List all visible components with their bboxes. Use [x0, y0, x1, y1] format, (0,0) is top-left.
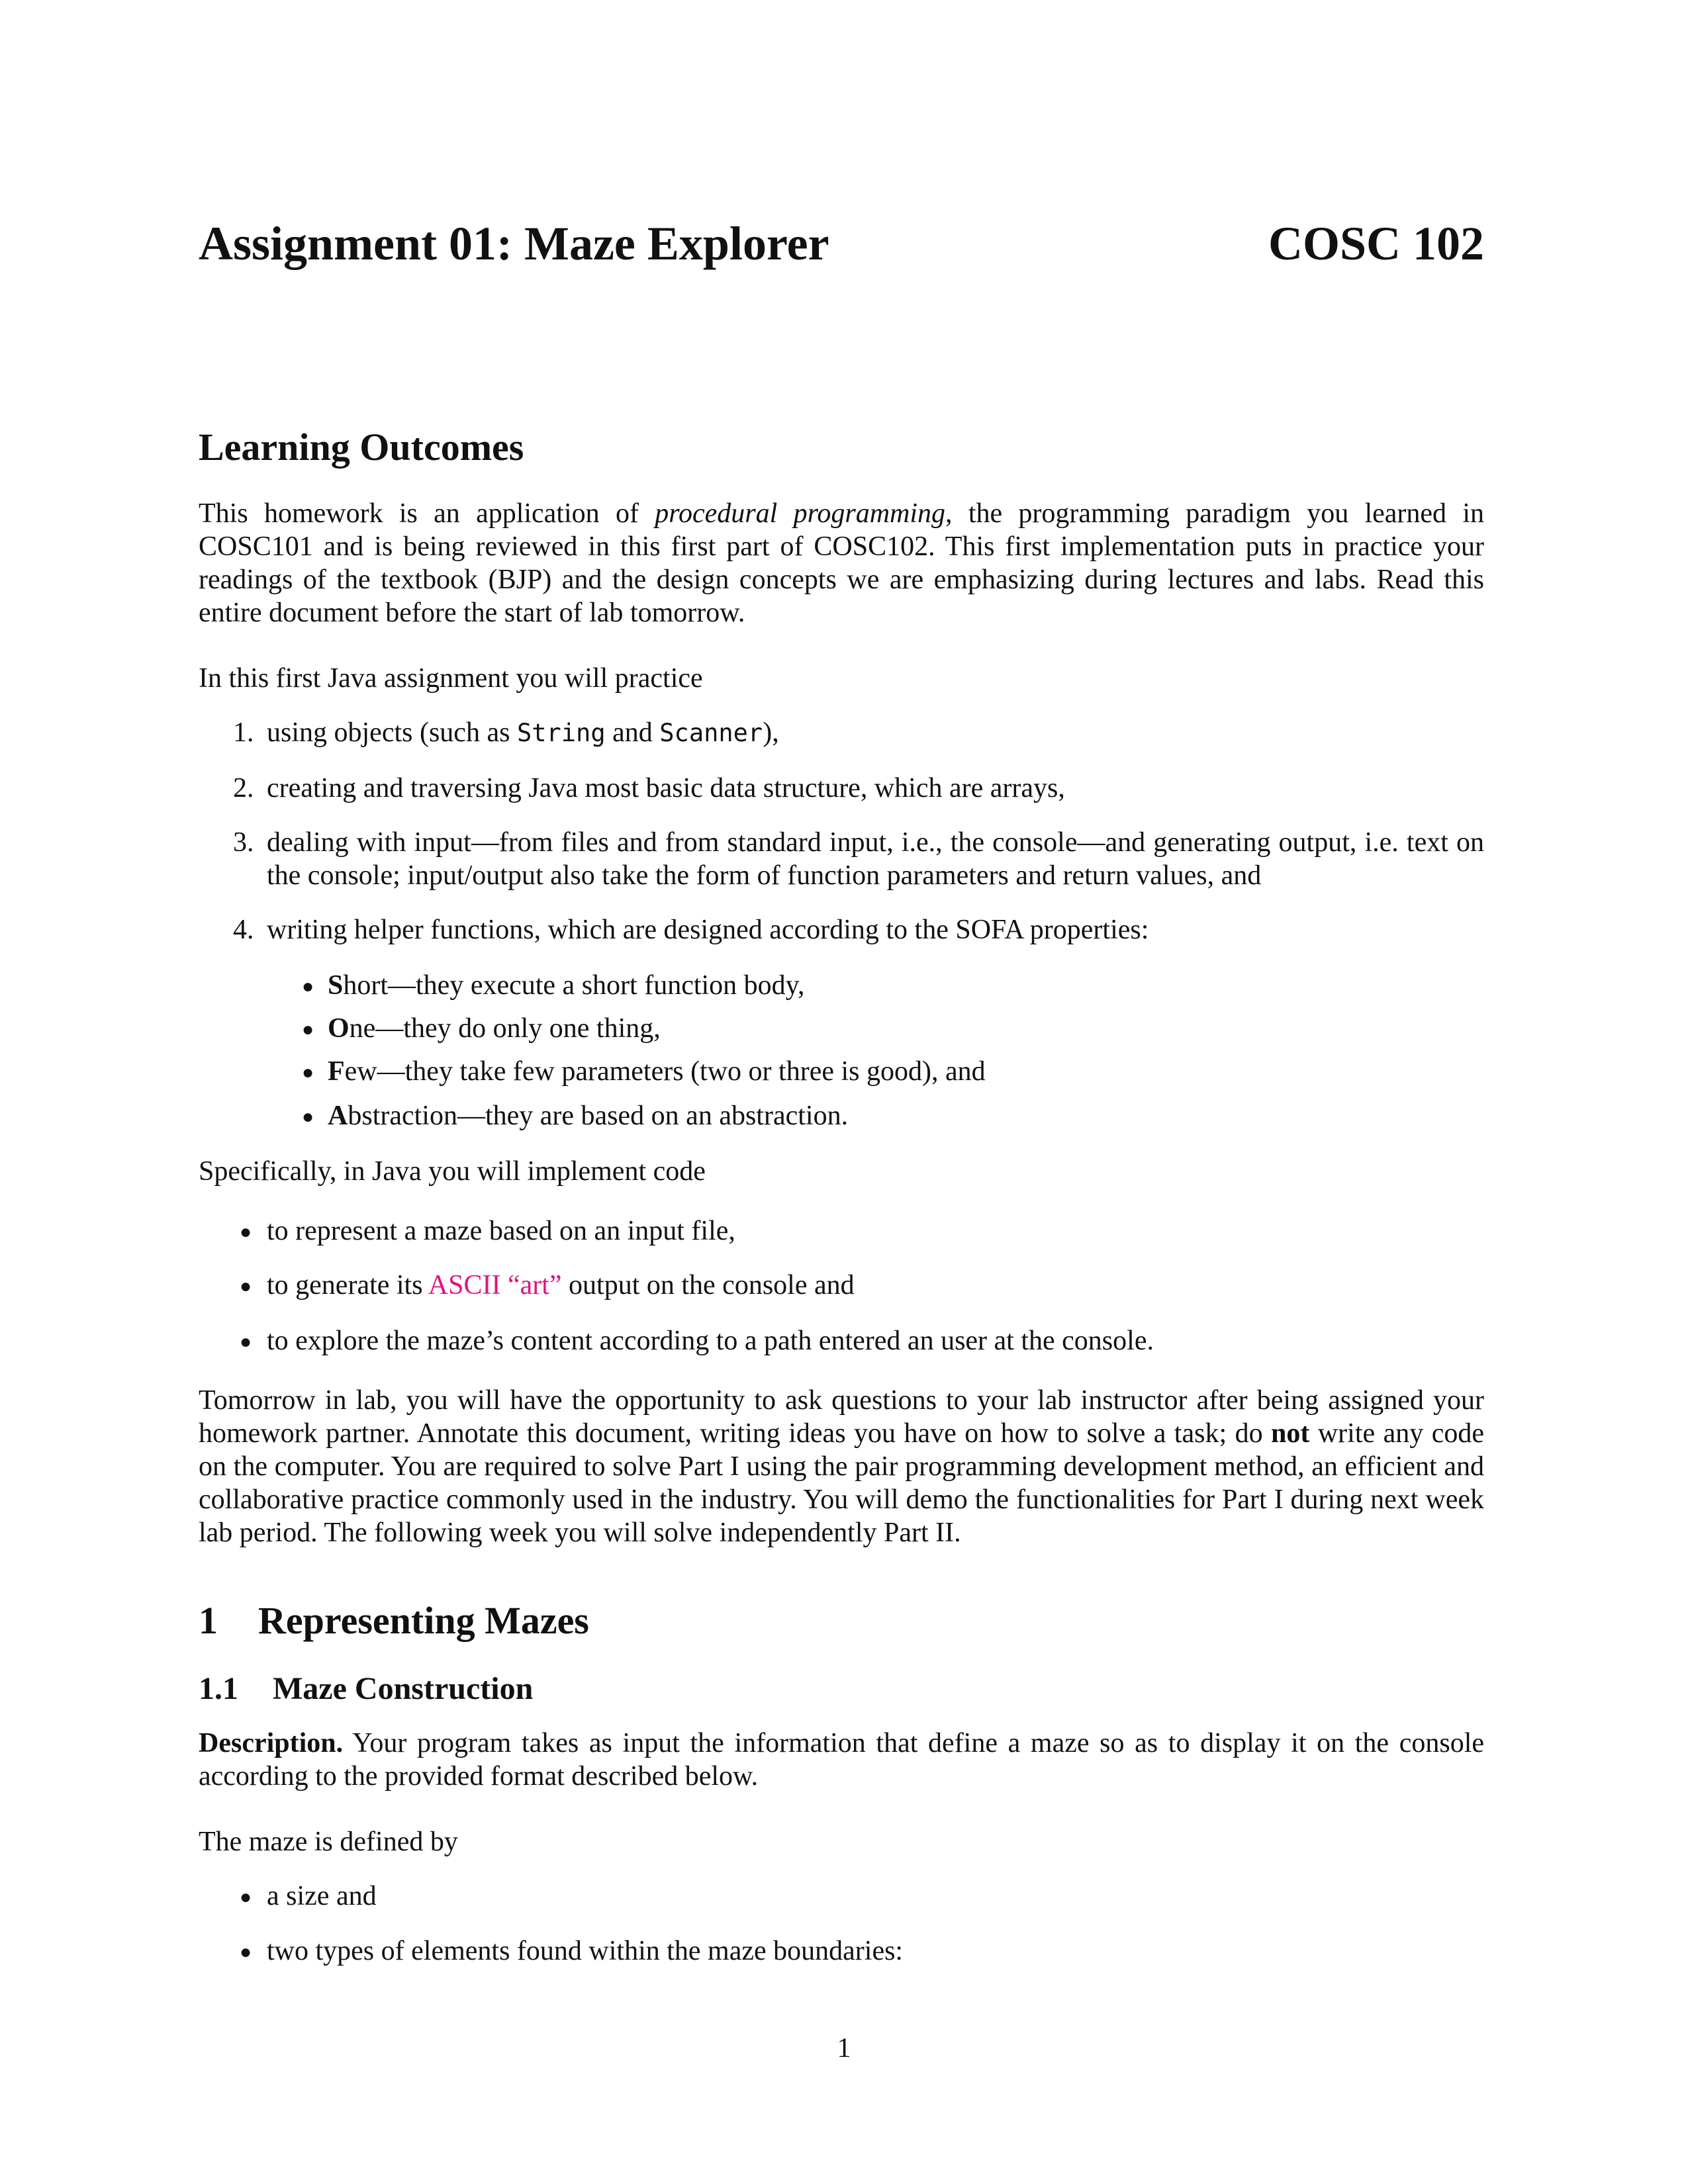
bullet-icon: ●: [240, 1275, 252, 1297]
page-number: 1: [837, 2033, 851, 2064]
list-item: creating and traversing Java most basic data structure, which are arrays,: [267, 773, 1065, 803]
description-label: Description.: [199, 1728, 344, 1758]
list-item: [267, 716, 1484, 750]
text: output on the console and: [561, 1270, 855, 1300]
text: ew—they take few parameters (two or three is good), and: [344, 1056, 986, 1087]
text: This homework is an application of: [199, 498, 655, 529]
code: String: [516, 719, 606, 747]
text: to generate its: [267, 1270, 428, 1300]
definition-item: two types of elements found within the maze boundaries:: [267, 1936, 904, 1966]
emphasis: procedural programming: [655, 498, 946, 529]
bold-text: not: [1271, 1418, 1310, 1449]
subsection-number: 1.1: [199, 1671, 238, 1706]
bullet-icon: ●: [240, 1331, 252, 1353]
task-item: to explore the maze’s content according to a path entered an user at the console.: [267, 1326, 1154, 1356]
text: , the programming paradigm you learned in COSC101 and is being reviewed in this first part of COSC102. This first implementation puts in practice your readings of the textbook (BJP) and the design concepts we are emphasizing during lectures and labs. Read this entire document before the start of lab tomorrow.: [199, 498, 1485, 628]
bullet-icon: ●: [240, 1886, 252, 1908]
list-item: writing helper functions, which are designed according to the SOFA properties:: [267, 915, 1149, 945]
subsection-title: Maze Construction: [273, 1671, 534, 1706]
initial: A: [328, 1101, 348, 1131]
text: write any code on the computer. You are required to solve Part I using the pair programming development method, an efficient and collaborative practice commonly used in the industry. You will demo the functionalities for Part I during next week lab period. The following week you will solve independently Part II.: [199, 1418, 1484, 1548]
initial: S: [328, 970, 344, 1001]
text: Your program takes as input the information that define a maze so as to display it on the console according to the provided format described below.: [199, 1728, 1484, 1792]
bullet-icon: ●: [302, 1062, 314, 1083]
practice-lead: In this first Java assignment you will practice: [199, 663, 703, 694]
specifically-lead: Specifically, in Java you will implement code: [199, 1156, 706, 1187]
intro-paragraph: [199, 497, 1484, 629]
text: ),: [763, 717, 779, 748]
text: Tomorrow in lab, you will have the opportunity to ask questions to your lab instructor after being assigned your homework partner. Annotate this document, writing ideas you have on how to solve a task; do: [199, 1385, 1484, 1449]
description-paragraph: [199, 1727, 1484, 1793]
bullet-icon: ●: [240, 1221, 252, 1243]
list-item: dealing with input—from files and from standard input, i.e., the console—and generating output, i.e. text on the console; input/output also take the form of function parameters and return values, and: [267, 827, 1484, 891]
text: hort—they execute a short function body,: [343, 970, 805, 1001]
initial: O: [328, 1013, 350, 1044]
bullet-icon: ●: [240, 1941, 252, 1963]
code: Scanner: [659, 719, 763, 747]
text: ne—they do only one thing,: [349, 1013, 661, 1044]
text: using objects (such as: [267, 717, 517, 748]
list-number: 4.: [233, 915, 254, 945]
document-title: Assignment 01: Maze Explorer: [199, 217, 829, 270]
list-number: 2.: [233, 773, 254, 803]
course-code: COSC 102: [1268, 217, 1484, 270]
sofa-item: [328, 969, 804, 1002]
list-number: 3.: [233, 827, 254, 858]
tomorrow-paragraph: [199, 1384, 1484, 1549]
bullet-icon: ●: [302, 976, 314, 997]
task-item: to represent a maze based on an input file,: [267, 1216, 735, 1246]
sofa-item: [328, 1055, 986, 1088]
initial: F: [328, 1056, 345, 1087]
defined-by-lead: The maze is defined by: [199, 1827, 458, 1857]
bullet-icon: ●: [302, 1106, 314, 1128]
definition-item: a size and: [267, 1881, 377, 1911]
list-number: 1.: [233, 717, 254, 748]
text: and: [605, 717, 660, 748]
section-title: Representing Mazes: [258, 1599, 589, 1642]
text: bstraction—they are based on an abstraction.: [348, 1101, 849, 1131]
sofa-item: [328, 1012, 661, 1045]
bullet-icon: ●: [302, 1019, 314, 1040]
section-number: 1: [199, 1599, 218, 1642]
learning-outcomes-heading: Learning Outcomes: [199, 426, 524, 469]
task-item: [267, 1269, 855, 1302]
sofa-item: [328, 1099, 848, 1132]
ascii-art-link[interactable]: ASCII “art”: [428, 1270, 562, 1300]
